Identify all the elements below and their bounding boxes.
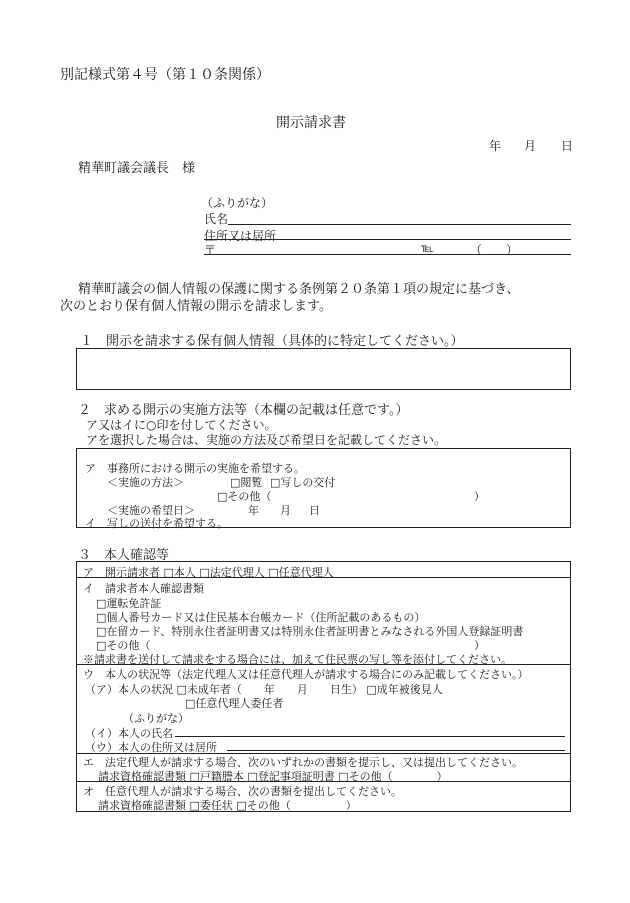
option-i-mail-copy[interactable]: イ 写しの送付を希望する。 <box>85 517 228 530</box>
preferred-date-day[interactable]: 日 <box>309 504 320 517</box>
option-a-office-disclosure[interactable]: ア 事務所における開示の実施を希望する。 <box>85 462 305 475</box>
preferred-date-year[interactable]: 年 <box>248 504 259 517</box>
method-copy-checkbox[interactable]: □写しの交付 <box>270 476 336 489</box>
form-reference: 別記様式第４号（第１０条関係） <box>60 67 270 83</box>
postal-tel-underline <box>204 254 571 255</box>
tel-field[interactable]: （ ） <box>470 243 519 257</box>
tel-mark: ℡ <box>421 241 434 255</box>
date-day-label: 日 <box>561 139 574 153</box>
row-i-title: イ 請求者本人確認書類 <box>83 582 204 595</box>
addressee: 精華町議会議長 様 <box>78 161 196 176</box>
row-o-title: オ 任意代理人が請求する場合、次の書類を提出してください。 <box>83 785 402 798</box>
applicant-name-label: 氏名 <box>204 212 229 226</box>
preferred-date-month[interactable]: 月 <box>280 504 291 517</box>
section2-note-2: アを選択した場合は、実施の方法及び希望日を記載してください。 <box>86 433 447 447</box>
principal-address-label: （ウ）本人の住所又は居所 <box>85 741 217 754</box>
row-divider <box>77 577 570 578</box>
date-month-label: 月 <box>524 139 537 153</box>
applicant-name-field[interactable] <box>228 224 571 225</box>
row-i-note: ※請求書を送付して請求をする場合には、加えて住民票の写し等を添付してください。 <box>83 653 512 666</box>
intro-line-1: 精華町議会の個人情報の保護に関する条例第２０条第１項の規定に基づき、 <box>78 282 520 297</box>
section3-heading: ３ 本人確認等 <box>78 548 170 563</box>
section2-heading: ２ 求める開示の実施方法等（本欄の記載は任意です。） <box>78 403 409 418</box>
row-u-title: ウ 本人の状況等（法定代理人又は任意代理人が請求する場合にのみ記載してください。） <box>83 668 529 681</box>
section2-box <box>76 448 571 528</box>
principal-name-label: （イ）本人の氏名 <box>85 727 173 740</box>
principal-status[interactable]: （ア）本人の状況 □未成年者（ 年 月 日生） □成年被後見人 <box>85 683 443 696</box>
row-divider <box>77 781 570 782</box>
doc-mynumber-card-checkbox[interactable]: □個人番号カード又は住民基本台帳カード（住所記載のあるもの） <box>96 611 426 624</box>
page-title: 開示請求書 <box>276 115 346 131</box>
principal-furigana-label: （ふりがな） <box>123 712 189 725</box>
principal-address-field[interactable] <box>227 750 565 751</box>
legal-rep-docs[interactable]: 請求資格確認書類 □戸籍謄本 □登記事項証明書 □その他（ ） <box>98 770 448 783</box>
doc-other-checkbox[interactable]: □その他（ <box>96 639 151 652</box>
section1-info-box[interactable] <box>76 348 571 390</box>
postal-mark: 〒 <box>204 243 217 257</box>
method-other-close: ） <box>474 490 485 503</box>
doc-residence-card-checkbox[interactable]: □在留カード、特別永住者証明書又は特別永住者証明書とみなされる外国人登録証明書 <box>96 625 524 638</box>
intro-line-2: 次のとおり保有個人情報の開示を請求します。 <box>60 299 332 314</box>
row-a-requester-type[interactable]: ア 開示請求者 □本人 □法定代理人 □任意代理人 <box>83 566 334 579</box>
preferred-date-label: ＜実施の希望日＞ <box>107 504 195 517</box>
principal-status-agent-checkbox[interactable]: □任意代理人委任者 <box>185 697 284 710</box>
section1-heading: １ 開示を請求する保有個人情報（具体的に特定してください。） <box>80 334 464 349</box>
method-label: ＜実施の方法＞ <box>107 476 184 489</box>
date-year-label: 年 <box>489 139 502 153</box>
section3-table <box>76 561 571 812</box>
doc-drivers-license-checkbox[interactable]: □運転免許証 <box>96 597 162 610</box>
doc-other-close: ） <box>474 639 485 652</box>
applicant-address-label: 住所又は居所 <box>204 229 277 243</box>
row-divider <box>77 664 570 665</box>
voluntary-rep-docs[interactable]: 請求資格確認書類 □委任状 □その他（ ） <box>98 799 357 812</box>
applicant-furigana-label: （ふりがな） <box>201 196 274 210</box>
principal-name-field[interactable] <box>175 736 565 737</box>
method-view-checkbox[interactable]: □閲覧 <box>230 476 263 489</box>
method-other-checkbox[interactable]: □その他（ <box>217 490 272 503</box>
section2-note-1: ア又はイに○印を付してください。 <box>86 418 277 432</box>
applicant-address-field[interactable] <box>204 239 571 240</box>
row-e-title: エ 法定代理人が請求する場合、次のいずれかの書類を提示し、又は提出してください。 <box>83 756 523 769</box>
